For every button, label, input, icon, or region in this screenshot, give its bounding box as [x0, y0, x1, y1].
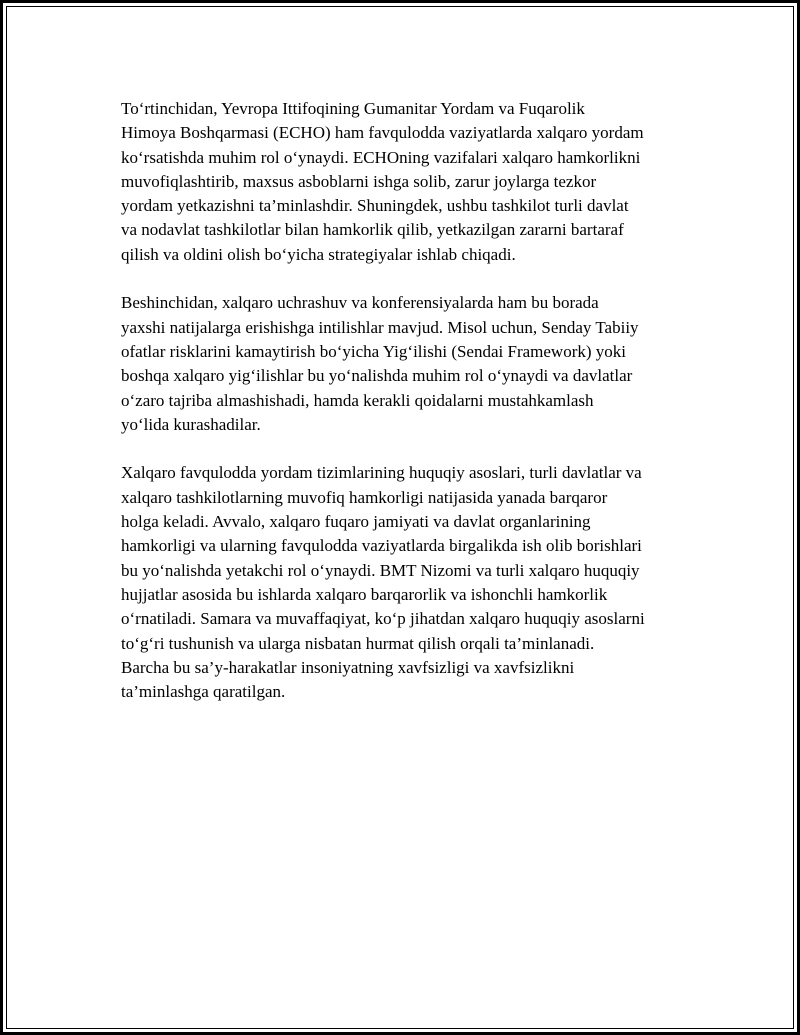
- paragraph-echo: To‘rtinchidan, Yevropa Ittifoqining Gumanitar Yordam va Fuqarolik Himoya Boshqarmasi (ECHO) ham favqulodda vaziyatlarda xalqaro yordam ko‘rsatishda muhim rol o‘ynaydi. ECHOning vazifalari xalqaro hamkorlikni muvofiqlashtirib, maxsus asboblarni ishga solib, zarur joylarga tezkor yordam yetkazishni ta’minlashdir. Shuningdek, ushbu tashkilot turli davlat va nodavlat tashkilotlar bilan hamkorlik qilib, yetkazilgan zararni bartaraf qilish va oldini olish bo‘yicha strategiyalar ishlab chiqadi.: [121, 99, 644, 264]
- paragraph-conferences: Beshinchidan, xalqaro uchrashuv va konferensiyalarda ham bu borada yaxshi natijalarga erishishga intilishlar mavjud. Misol uchun, Senday Tabiiy ofatlar risklarini kamaytirish bo‘yicha Yig‘ilishi (Sendai Framework) yoki boshqa xalqaro yig‘ilishlar bu yo‘nalishda muhim rol o‘ynaydi va davlatlar o‘zaro tajriba almashishadi, hamda kerakli qoidalarni mustahkamlash yo‘lida kurashadilar.: [121, 293, 639, 434]
- document-body: [121, 97, 701, 729]
- paragraph-legal-foundations: Xalqaro favqulodda yordam tizimlarining huquqiy asoslari, turli davlatlar va xalqaro tashkilotlarning muvofiq hamkorligi natijasida yanada barqaror holga keladi. Avvalo, xalqaro fuqaro jamiyati va davlat organlarining hamkorligi va ularning favqulodda vaziyatlarda birgalikda ish olib borishlari bu yo‘nalishda yetakchi rol o‘ynaydi. BMT Nizomi va turli xalqaro huquqiy hujjatlar asosida bu ishlarda xalqaro barqarorlik va ishonchli hamkorlik o‘rnatiladi. Samara va muvaffaqiyat, ko‘p jihatdan xalqaro huquqiy asoslarni to‘g‘ri tushunish va ularga nisbatan hurmat qilish orqali ta’minlanadi. Barcha bu sa’y-harakatlar insoniyatning xavfsizligi va xavfsizlikni ta’minlashga qaratilgan.: [121, 463, 645, 702]
